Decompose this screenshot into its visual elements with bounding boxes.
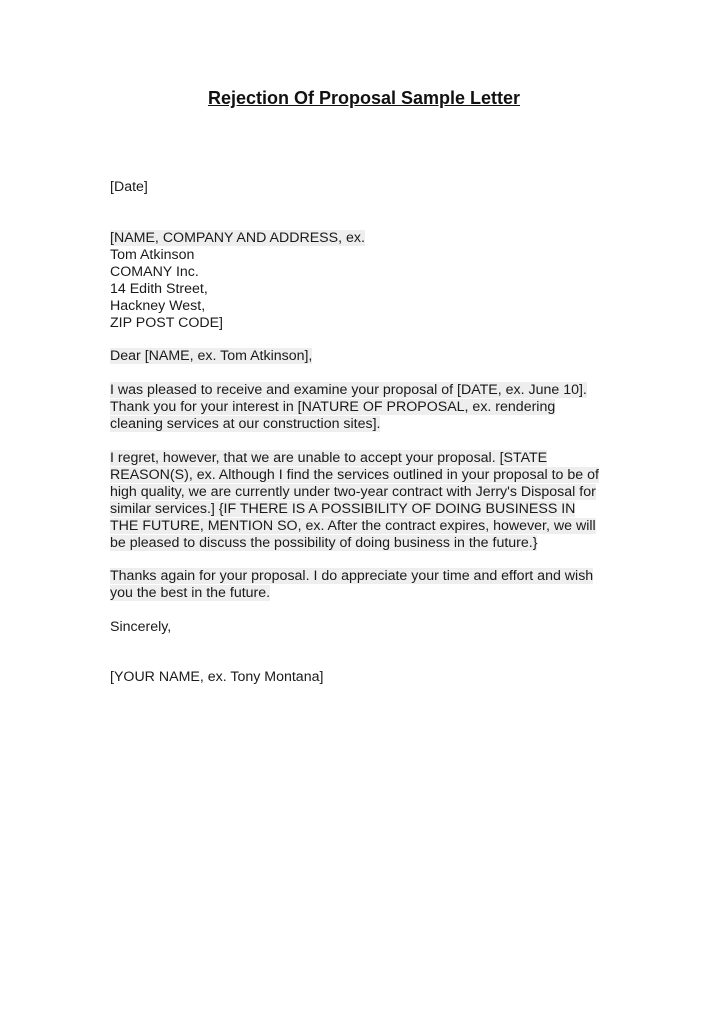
page-title: Rejection Of Proposal Sample Letter — [207, 88, 521, 108]
date-placeholder — [110, 179, 630, 196]
paragraph-line: THE FUTURE, MENTION SO, ex. After the contract expires, however, we will — [110, 517, 596, 534]
address-line: 14 Edith Street, — [110, 280, 208, 297]
paragraph-3 — [110, 568, 630, 602]
address-line: Hackney West, — [110, 297, 206, 314]
paragraph-line: be pleased to discuss the possibility of doing business in the future.} — [110, 534, 538, 551]
paragraph-line: cleaning services at our construction sites]. — [110, 415, 381, 432]
paragraph-line: I was pleased to receive and examine your proposal of [DATE, ex. June 10]. — [110, 382, 587, 398]
closing — [110, 619, 630, 636]
salutation-text: Dear [NAME, ex. Tom Atkinson], — [110, 348, 313, 364]
paragraph-1 — [110, 382, 630, 433]
address-line: [NAME, COMPANY AND ADDRESS, ex. — [110, 230, 365, 246]
paragraph-2 — [110, 450, 630, 551]
address-line: ZIP POST CODE] — [110, 314, 224, 331]
paragraph-line: similar services.] {IF THERE IS A POSSIBILITY OF DOING BUSINESS IN — [110, 500, 576, 517]
signature-text: [YOUR NAME, ex. Tony Montana] — [110, 669, 324, 685]
paragraph-line: Thanks again for your proposal. I do appreciate your time and effort and wish — [110, 568, 594, 584]
paragraph-line: REASON(S), ex. Although I find the services outlined in your proposal to be of — [110, 466, 599, 483]
closing-text: Sincerely, — [110, 619, 172, 635]
paragraph-line: you the best in the future. — [110, 584, 271, 601]
address-line: Tom Atkinson — [110, 246, 195, 263]
paragraph-line: high quality, we are currently under two-year contract with Jerry's Disposal for — [110, 483, 596, 500]
salutation — [110, 348, 630, 365]
address-line: COMANY Inc. — [110, 263, 199, 280]
date-line: [Date] — [110, 179, 148, 195]
recipient-address — [110, 230, 630, 331]
paragraph-line: Thank you for your interest in [NATURE OF PROPOSAL, ex. rendering — [110, 398, 556, 415]
paragraph-line: I regret, however, that we are unable to accept your proposal. [STATE — [110, 450, 548, 466]
signature — [110, 669, 630, 686]
